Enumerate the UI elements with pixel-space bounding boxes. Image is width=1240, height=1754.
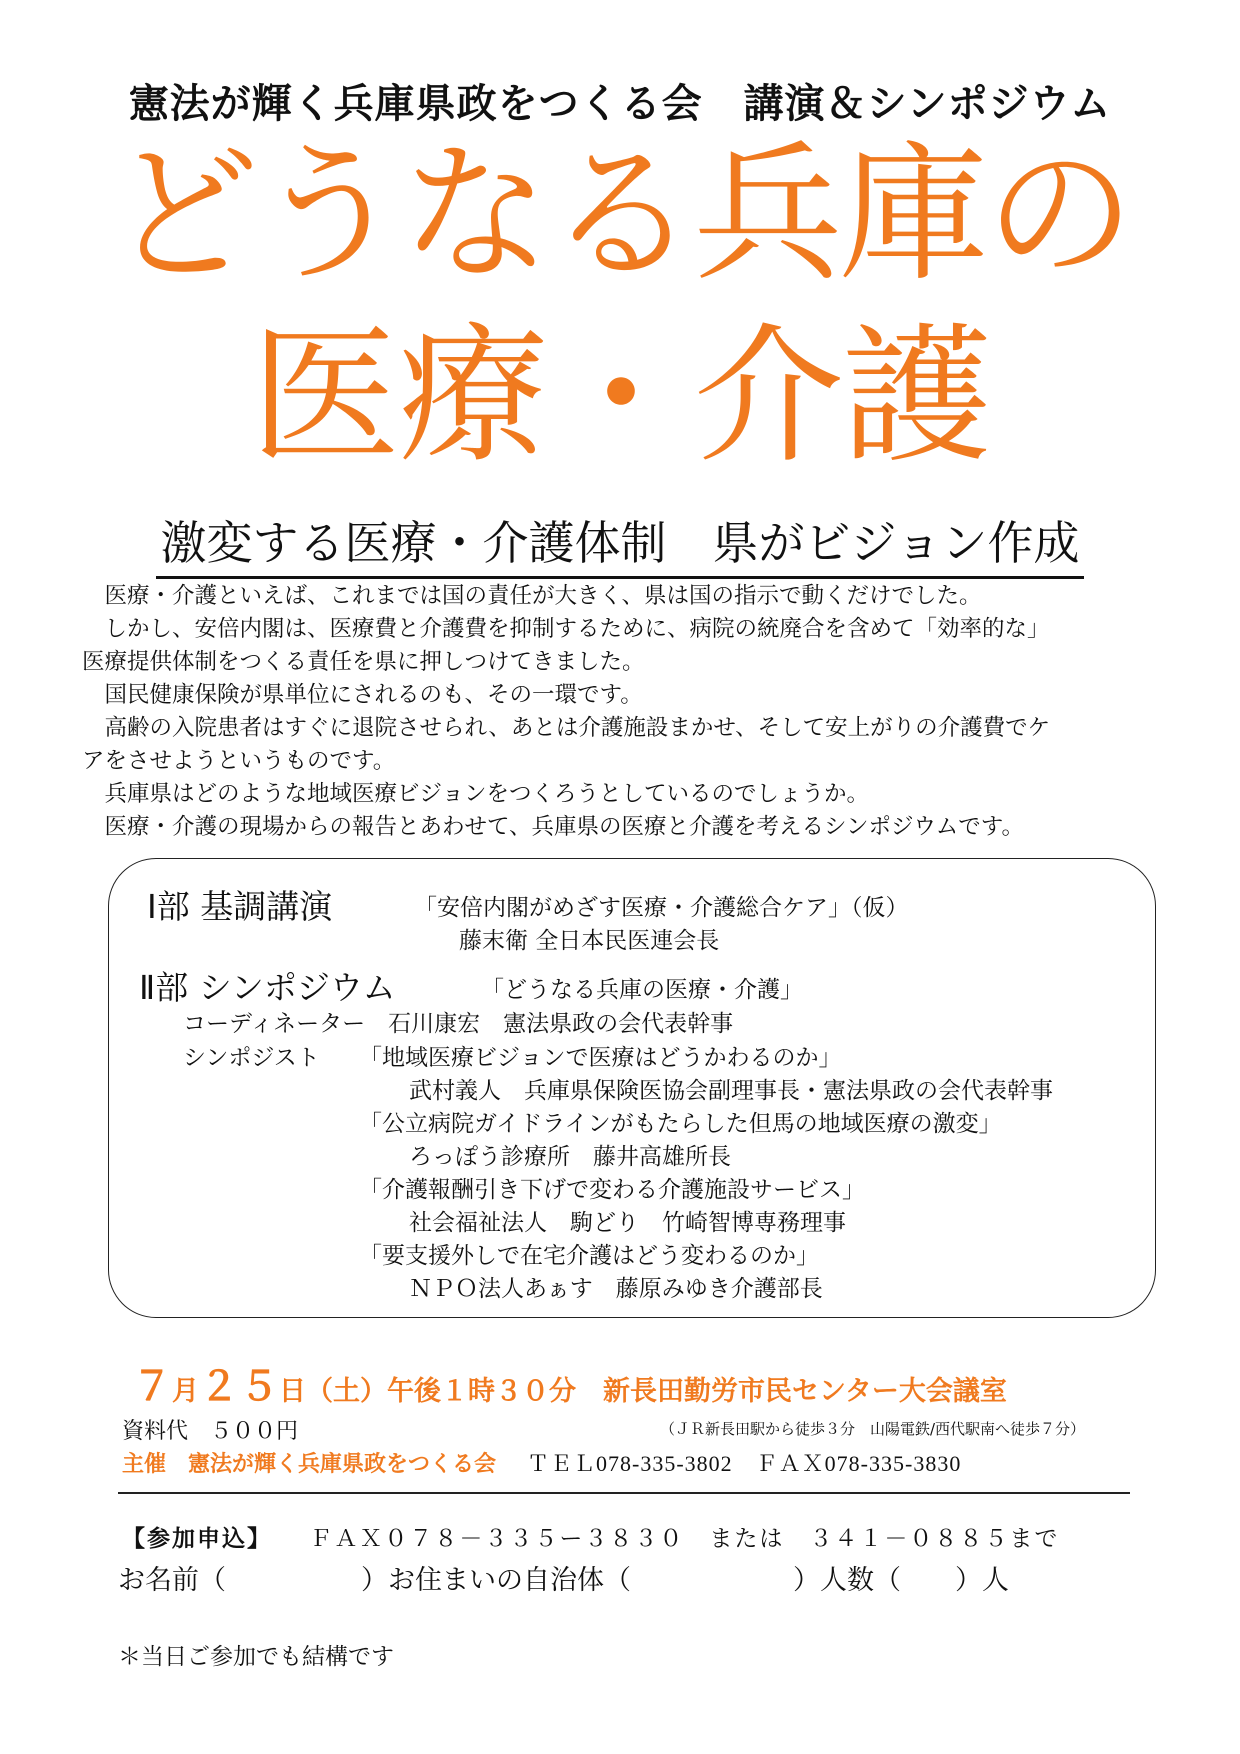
access-info: （ＪＲ新長田駅から徒歩３分 山陽電鉄/西代駅南へ徒歩７分） [660, 1420, 1086, 1438]
program-box [108, 858, 1156, 1318]
talk-speaker: 社会福祉法人 駒どり 竹崎智博専務理事 [409, 1210, 846, 1236]
talk-title: 「公立病院ガイドラインがもたらした但馬の地域医療の激変」 [359, 1111, 1002, 1137]
application-label: 【参加申込】 [122, 1526, 272, 1552]
talk-speaker: ろっぽう診療所 藤井高雄所長 [409, 1144, 731, 1170]
event-time-venue: （土）午後１時３０分 新長田勤労市民センター大会議室 [306, 1376, 1007, 1407]
main-title-line-1: どうなる兵庫の [108, 128, 1131, 302]
talk-speaker: ＮＰＯ法人あぁす 藤原みゆき介護部長 [409, 1276, 823, 1302]
intro-line: 医療・介護の現場からの報告とあわせて、兵庫県の医療と介護を考えるシンポジウムです。 [82, 814, 1024, 840]
event-month: ７ [132, 1364, 172, 1410]
main-title-line-2: 医療・介護 [249, 310, 990, 484]
walk-in-note: ＊当日ご参加でも結構です [118, 1644, 394, 1670]
talk-title: 「介護報酬引き下げで変わる介護施設サービス」 [359, 1177, 865, 1203]
part1-title: 「安倍内閣がめざす医療・介護総合ケア」（仮） [414, 895, 909, 921]
coordinator: コーディネーター 石川康宏 憲法県政の会代表幹事 [183, 1011, 734, 1037]
event-datetime [132, 1355, 1007, 1412]
part2-title: 「どうなる兵庫の医療・介護」 [481, 977, 803, 1003]
application-line [122, 1520, 1059, 1553]
intro-text [82, 580, 1172, 844]
intro-line: 医療提供体制をつくる責任を県に押しつけてきました。 [82, 649, 645, 675]
application-form-line[interactable]: お名前（ ）お住まいの自治体（ ）人数（ ）人 [118, 1565, 1009, 1596]
intro-line: 国民健康保険が県単位にされるのも、その一環です。 [82, 682, 643, 708]
intro-line: アをさせようというものです。 [82, 748, 396, 774]
talk-title: 「地域医療ビジョンで医療はどうかわるのか」 [359, 1045, 842, 1071]
intro-line: 医療・介護といえば、これまでは国の責任が大きく、県は国の指示で動くだけでした。 [82, 583, 982, 609]
intro-line: しかし、安倍内閣は、医療費と介護費を抑制するために、病院の統廃合を含めて「効率的な」 [82, 616, 1050, 642]
event-series-header: 憲法が輝く兵庫県政をつくる会 講演＆シンポジウム [128, 81, 1112, 127]
organizer-name: 主催 憲法が輝く兵庫県政をつくる会 [122, 1452, 497, 1477]
intro-line: 高齢の入院患者はすぐに退院させられ、あとは介護施設まかせ、そして安上がりの介護費でケ [82, 715, 1051, 741]
divider [118, 1492, 1130, 1494]
part1-heading: Ⅰ部 基調講演 [147, 887, 333, 926]
organizer-line [122, 1447, 961, 1478]
subtitle [0, 507, 1240, 573]
event-month-unit: 月 [172, 1376, 199, 1407]
event-day-unit: 日 [279, 1376, 306, 1407]
part2-heading: Ⅱ部 シンポジウム [139, 968, 396, 1007]
talk-speaker: 武村義人 兵庫県保険医協会副理事長・憲法県政の会代表幹事 [409, 1078, 1053, 1104]
talk-title: 「要支援外しで在宅介護はどう変わるのか」 [359, 1243, 819, 1269]
part1-speaker: 藤末衛 全日本民医連会長 [459, 928, 720, 954]
subtitle-text: 激変する医療・介護体制 県がビジョン作成 [156, 516, 1083, 579]
organizer-contact: ＴＥＬ078-335-3802 ＦＡＸ078-335-3830 [527, 1451, 962, 1476]
application-text: ＦＡＸ０７８－３３５ー３８３０ または ３４１－０８８５まで [309, 1526, 1060, 1552]
intro-line: 兵庫県はどのような地域医療ビジョンをつくろうとしているのでしょうか。 [82, 781, 870, 807]
material-fee: 資料代 ５００円 [122, 1419, 299, 1444]
event-day: ２５ [199, 1364, 279, 1410]
panelist-label: シンポジスト [183, 1045, 320, 1071]
